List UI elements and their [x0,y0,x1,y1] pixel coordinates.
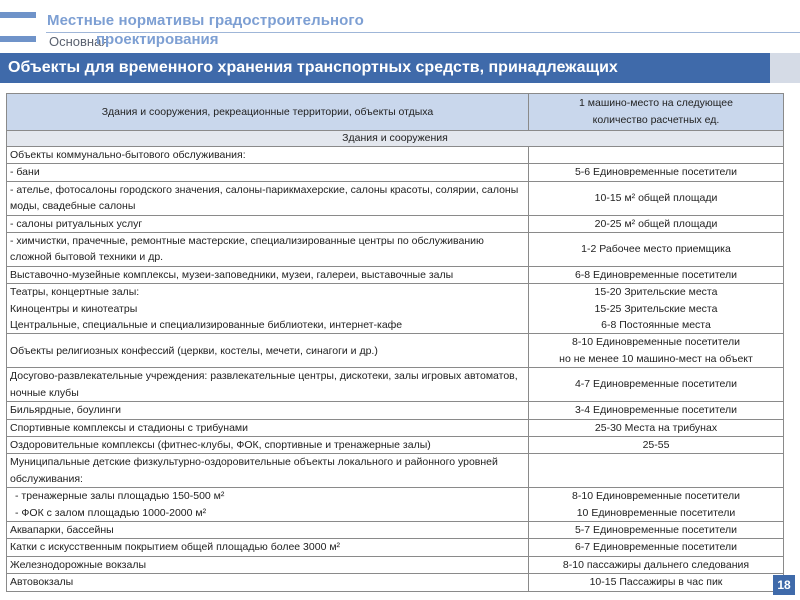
row-value: 25-55 [529,436,784,453]
header-accent-bar [0,36,36,42]
row-value: 6-7 Единовременные посетители [529,539,784,556]
table-row [7,419,784,436]
row-value: 25-30 Места на трибунах [529,419,784,436]
row-name: Бильярдные, боулинги [7,402,529,419]
row-name: Железнодорожные вокзалы [7,556,529,573]
header-accent-bar [0,12,36,18]
row-name: - бани [7,164,529,181]
col2-header: 1 машино-место на следующее количество расчетных ед. [529,94,784,131]
row-value: 15-25 Зрительские места [594,302,718,315]
row-name: Центральные, специальные и специализированные библиотеки, интернет-кафе [10,319,403,332]
row-value-group [529,488,784,522]
row-value: 6-8 Постоянные места [601,319,711,332]
row-value: но не менее 10 машино-мест на объект [559,352,753,365]
row-value: 5-6 Единовременные посетители [529,164,784,181]
table-row [7,266,784,283]
table-row [7,215,784,232]
row-name: Спортивные комплексы и стадионы с трибунами [7,419,529,436]
table-row [7,164,784,181]
row-name: Объекты коммунально-бытового обслуживания: [7,147,529,164]
row-name: Катки с искусственным покрытием общей площадью более 3000 м² [7,539,529,556]
row-name: - тренажерные залы площадью 150-500 м² [15,490,225,503]
table-row [7,521,784,538]
slide-header [0,0,800,52]
row-value: 10-15 Пассажиры в час пик [529,574,784,591]
row-name: - ФОК с залом площадью 1000-2000 м² [15,506,207,519]
table-row [7,233,784,267]
row-value: 8-10 Единовременные посетители [572,490,740,503]
table-row [7,402,784,419]
row-name: Киноцентры и кинотеатры [10,302,138,315]
row-value [529,147,784,164]
row-name: Муниципальные детские физкультурно-оздоровительные объекты локального и районного уровней обслуживания: [7,454,529,488]
table-row [7,181,784,215]
table-row [7,488,784,522]
row-value: 3-4 Единовременные посетители [529,402,784,419]
row-value: 15-20 Зрительские места [594,286,718,299]
row-name: Автовокзалы [7,574,529,591]
row-name: - химчистки, прачечные, ремонтные мастерские, специализированные центры по обслуживанию сложной бытовой техники и др. [7,233,529,267]
row-value: 20-25 м² общей площади [529,215,784,232]
row-value-group [529,334,784,368]
table-row [7,556,784,573]
col1-header: Здания и сооружения, рекреационные территории, объекты отдыха [7,94,529,131]
table-row [7,574,784,591]
row-name: Театры, концертные залы: [10,286,140,299]
header-title: Местные нормативы градостроительного [47,12,364,29]
row-value: 6-8 Единовременные посетители [529,266,784,283]
norms-table [6,93,784,592]
table-header-row [7,94,784,131]
row-value [529,454,784,488]
row-name-group [7,284,529,334]
table-row [7,436,784,453]
row-name: - салоны ритуальных услуг [7,215,529,232]
table-row [7,368,784,402]
header-subtitle-main: Основная [49,34,109,49]
row-name: Оздоровительные комплексы (фитнес-клубы, ФОК, спортивные и тренажерные залы) [7,436,529,453]
row-value: 4-7 Единовременные посетители [529,368,784,402]
section-banner: Объекты для временного хранения транспортных средств, принадлежащих [0,53,770,83]
row-value: 5-7 Единовременные посетители [529,521,784,538]
table-row [7,147,784,164]
table-row [7,334,784,368]
header-subtitle-overlay: проектирования [96,31,219,48]
row-value: 1-2 Рабочее место приемщика [529,233,784,267]
row-value: 10-15 м² общей площади [529,181,784,215]
row-name-group [7,488,529,522]
row-value-group [529,284,784,334]
table-row [7,284,784,334]
section-row [7,131,784,147]
row-value: 10 Единовременные посетители [576,506,736,519]
row-value: 8-10 пассажиры дальнего следования [529,556,784,573]
row-value: 8-10 Единовременные посетители [572,336,740,349]
row-name: Объекты религиозных конфессий (церкви, костелы, мечети, синагоги и др.) [7,334,529,368]
section-label: Здания и сооружения [7,131,784,147]
table-row [7,539,784,556]
row-name: - ателье, фотосалоны городского значения, салоны-парикмахерские, салоны красоты, солярии, салоны моды, свадебные салоны [7,181,529,215]
row-name: Аквапарки, бассейны [7,521,529,538]
row-name: Досугово-развлекательные учреждения: развлекательные центры, дискотеки, залы игровых автоматов, ночные клубы [7,368,529,402]
banner-shadow [770,53,800,83]
page-number: 18 [773,575,795,595]
table-row [7,454,784,488]
row-name: Выставочно-музейные комплексы, музеи-заповедники, музеи, галереи, выставочные залы [7,266,529,283]
